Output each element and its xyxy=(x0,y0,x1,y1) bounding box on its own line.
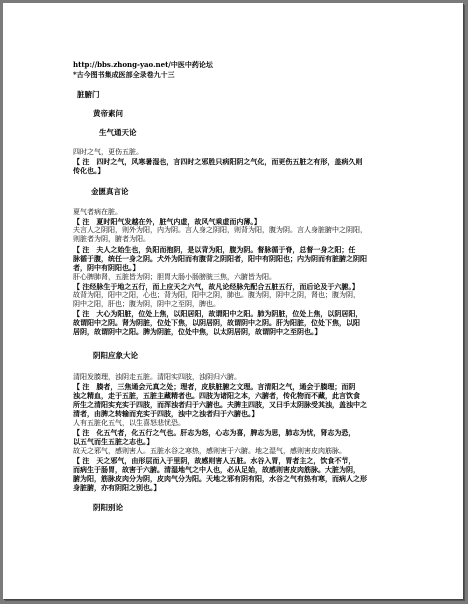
body-line: 则脏者为阴，腑者为阳。 xyxy=(73,235,150,243)
body-line: 【 注 大心为阳脏，位处上焦，以阳居阳，故谓阳中之阳。肺为阴脏，位处上焦，以阴居阳， xyxy=(73,309,363,318)
body-line: 【 注 化五气者，化五行之气也。肝志为怒，心志为喜，脾志为思，肺志为忧，肾志为恐， xyxy=(73,428,356,437)
body-line: 腑为阳，筋脉皮肉分为阴，皮肉气分为阳。天地之邪有阴有阳，水谷之气有热有寒，而病人之形 xyxy=(73,474,367,483)
body-line: 者，阴中有阴阳也。】 xyxy=(73,263,140,272)
source-url[interactable]: http://bbs.zhong-yao.net/中医中药论坛 xyxy=(73,60,213,69)
chapter-heading: 金匮真言论 xyxy=(91,187,129,196)
chapter-heading: 生气通天论 xyxy=(99,128,137,137)
book-heading: 黄帝素问 xyxy=(93,109,123,118)
body-line: 所生之清阳实充实于四肢，而浑浊者归于六腑也。夫脾主四肢，又曰手太阴脉受其浊，盖浊中之 xyxy=(73,400,367,409)
body-line: 脉循于腹，统任一身之阴。犬外为阳而有腹背之阴阳者，阳中有阴阳也；内为阴而有脏腑之阴阳 xyxy=(73,254,367,263)
chapter-heading: 阴阳别论 xyxy=(93,503,123,512)
body-line: 传化也。】 xyxy=(73,166,105,175)
body-line: 【 注 夏时阳气发越在外，脏气内虚，故风气乘虚而内薄。】 xyxy=(73,217,261,226)
body-line: 故谓阳中之阴。肾为阴脏，位处下焦，以阴居阴，故谓阴中之阴。肝为阳脏，位处下焦，以阳 xyxy=(73,318,360,327)
body-line: 夏气者病在脏。 xyxy=(73,208,122,216)
body-line: 清者，由脾之转输而充实于四肢，浊中之浊者归于六腑也。】 xyxy=(73,409,259,418)
body-line: 以五气而生五脏之志也。】 xyxy=(73,437,154,446)
body-line: 人有五脏化五气，以生喜怒悲忧恐。 xyxy=(73,419,185,427)
body-line: 浊之精血，走于五脏，五脏主藏精者也。四肢为诸阳之本，六腑者，传化物而不藏，此言饮食 xyxy=(73,391,360,400)
body-line: 四时之气，更伤五脏。 xyxy=(73,148,143,156)
body-line: 【 注 四时之气，风寒暑湿也，言四时之邪胜只病阳阴之气化，而更伤五脏之有形，盖病久则 xyxy=(73,157,363,166)
body-line: 【 注 夫人之始生也，负阳而抱阴，是以背为阳，腹为阴。督脉循于脊，总督一身之阳；任 xyxy=(73,245,356,254)
category-heading: 脏腑门 xyxy=(77,90,100,99)
body-line: 肝心脾肺肾，五脏皆为阴；胆胃大肠小肠膀胱三焦，六腑皆为阳。 xyxy=(73,273,276,281)
document-page xyxy=(3,3,463,599)
body-line: 而病生于肠胃，故害于六腑。清湿地气之中人也，必从足始，故感则害皮肉筋脉。大脏为阴， xyxy=(73,465,360,474)
body-line: 清阳发腠理，浊阴走五脏。清阳实四肢，浊阴归六腑。 xyxy=(73,373,241,381)
body-line: 故天之邪气，感则害人。五脏水谷之寒热，感则害于六腑。地之湿气，感则害皮肉筋脉。 xyxy=(73,447,346,455)
body-line: 居阴，故谓阴中之阳。脾为阴脏，位处中焦，以太阴居阴，故谓阴中之至阴也。】 xyxy=(73,327,322,336)
document-text xyxy=(3,3,463,599)
body-line: 【 注经脉生于地之五行，而上应天之六气，故凡论经脉先配合五脏五行，而后论及于六腑。】 xyxy=(73,282,359,291)
source-title: *古今图书集成医部全录卷九十三 xyxy=(73,70,175,79)
body-line: 身脏腑，亦有阴阳之别也。】 xyxy=(73,483,161,492)
body-line: 【 注 天之邪气，由形层而入于里阴，故感则害人五脏。水谷入胃，胃者主之，饮食不节， xyxy=(73,456,356,465)
body-line: 阴中之阳，肝也；腹为阴，阴中之至阴，脾也。 xyxy=(73,300,220,308)
body-line: 故背为阳，阳中之阳，心也；背为阳，阳中之阴，肺也。腹为阴，阴中之阴，肾也；腹为阴， xyxy=(73,291,360,299)
body-line: 【 注 腠者，三焦通会元真之处；理者，皮肤脏腑之文理。言清阳之气，通会于腠理；而阴 xyxy=(73,382,356,391)
chapter-heading: 阴阳应象大论 xyxy=(93,351,138,360)
body-line: 夫言人之阴阳，则外为阳，内为阴。言人身之阴阳，则背为阳，腹为阴。言人身脏腑中之阴阳， xyxy=(73,226,367,234)
